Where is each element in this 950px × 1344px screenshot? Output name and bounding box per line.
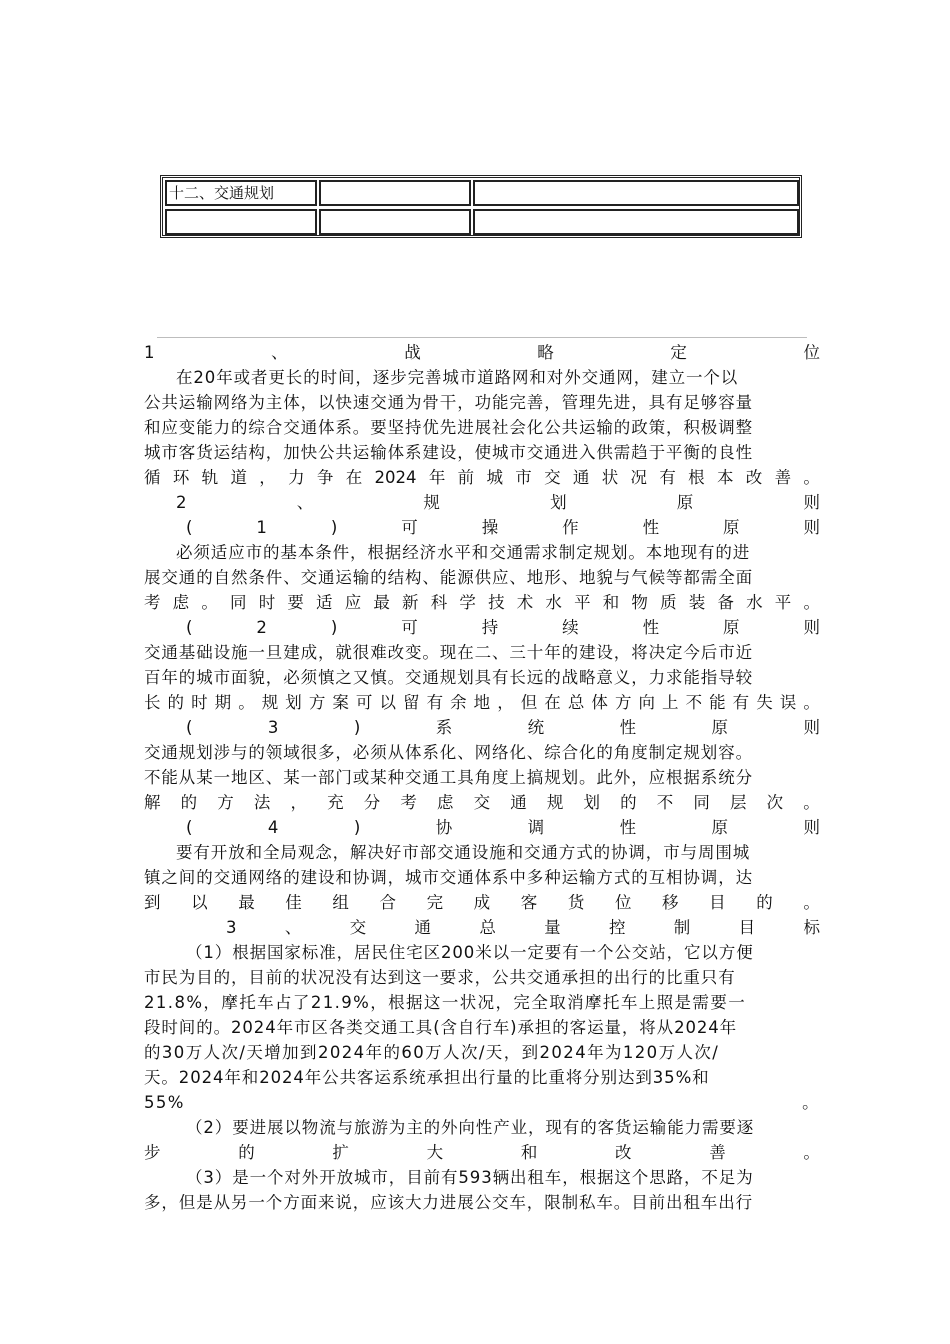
paragraph-line: 交通规划涉与的领域很多，必须从体系化、网络化、综合化的角度制定规划容。: [144, 743, 753, 762]
justified-token: 的: [238, 1143, 255, 1162]
justified-token: ): [330, 618, 338, 637]
justified-token: 最: [373, 593, 390, 612]
justified-token: 能: [709, 693, 726, 712]
justified-token: 物: [631, 593, 648, 612]
justified-token: 作: [562, 518, 579, 537]
chapter-title-cell: 十二、交通规划: [165, 180, 317, 206]
justified-token: 位: [614, 893, 632, 912]
justified-token: 不: [656, 793, 674, 812]
justified-token: 层: [730, 793, 747, 812]
justified-token: 原: [723, 518, 740, 537]
justified-token: 可: [355, 693, 373, 712]
justified-token: 总: [567, 693, 585, 712]
justified-token: 2: [256, 618, 267, 637]
justified-token: 定: [670, 343, 687, 362]
justified-token: 规: [423, 493, 440, 512]
justified-token: (: [186, 718, 193, 737]
paragraph-line: 多，但是从另一个方面来说，应该大力进展公交车，限制私车。目前出租车出行: [144, 1193, 753, 1212]
justified-token: 佳: [285, 893, 302, 912]
justified-token: ，: [259, 468, 276, 487]
paragraph-line: 市民为目的，目前的状况没有达到这一要求，公共交通承担的出行的比重只有: [144, 968, 736, 987]
paragraph-line: 不能从某一地区、某一部门或某种交通工具角度上搞规划。此外，应根据系统分: [144, 768, 753, 787]
section-heading-strategic-positioning: [144, 340, 820, 365]
justified-token: 有: [426, 693, 444, 712]
paragraph-line: 展交通的自然条件、交通运输的结构、能源供应、地形、地貌与气候等都需全面: [144, 568, 753, 587]
justified-token: 适: [316, 593, 333, 612]
justified-token: 。: [201, 593, 218, 612]
justified-token: 充: [327, 793, 344, 812]
justified-token: 的: [620, 793, 637, 812]
justified-token: 2024: [374, 468, 417, 487]
empty-cell: [319, 209, 471, 235]
justified-token: 法: [253, 793, 271, 812]
header-row-1: [163, 180, 799, 208]
justified-token: 合: [379, 893, 396, 912]
justified-token: 通: [572, 468, 590, 487]
justified-token: 交: [349, 918, 367, 937]
justified-token: 虑: [437, 793, 454, 812]
justified-token: 最: [238, 893, 255, 912]
justified-token: 环: [172, 468, 190, 487]
justified-token: 同: [230, 593, 247, 612]
justified-token: 技: [488, 593, 505, 612]
justified-token: 争: [316, 468, 334, 487]
justified-token: 状: [601, 468, 619, 487]
justified-token: 组: [332, 893, 349, 912]
justified-token: 有: [732, 693, 750, 712]
justified-token: 善: [774, 468, 792, 487]
justified-token: 的: [180, 793, 198, 812]
paragraph-line-justified: [144, 690, 820, 715]
empty-cell: [473, 180, 799, 206]
justified-token: 4: [267, 818, 279, 837]
justified-token: 完: [426, 893, 444, 912]
justified-token: 标: [803, 918, 820, 937]
paragraph-line: 的30万人次/天增加到2024年的60万人次/天，到2024年为120万人次/: [144, 1043, 720, 1062]
justified-token: 规: [261, 693, 279, 712]
justified-token: 性: [619, 718, 637, 737]
justified-token: 向: [638, 693, 655, 712]
paragraph-line: 公共运输网络为主体，以快速交通为骨干，功能完善，管理先进，具有足够容量: [144, 393, 753, 412]
justified-token: 上: [662, 693, 679, 712]
justified-token: 根: [688, 468, 705, 487]
justified-token: 2: [176, 493, 187, 512]
justified-token: ): [330, 518, 338, 537]
paragraph-line-justified: [144, 590, 820, 615]
justified-token: 55%: [144, 1093, 185, 1112]
empty-cell: [473, 209, 799, 235]
justified-token: 地: [473, 693, 491, 712]
justified-token: 水: [746, 593, 763, 612]
subheading-sustainability: [144, 615, 820, 640]
justified-token: 操: [481, 518, 499, 537]
justified-token: 但: [520, 693, 538, 712]
justified-token: 性: [619, 818, 637, 837]
justified-token: 方: [217, 793, 234, 812]
justified-token: 大: [426, 1143, 444, 1162]
justified-token: 力: [288, 468, 305, 487]
paragraph-line-justified: [144, 890, 820, 915]
justified-token: 期: [214, 693, 232, 712]
justified-token: 调: [527, 818, 545, 837]
justified-token: 况: [630, 468, 647, 487]
justified-token: 划: [285, 693, 302, 712]
justified-token: 改: [745, 468, 763, 487]
justified-token: 时: [191, 693, 208, 712]
paragraph-line: 必须适应市的基本条件，根据经济水平和交通需求制定规划。本地现有的进: [176, 543, 751, 562]
justified-token: 可: [401, 618, 418, 637]
justified-token: 则: [803, 518, 820, 537]
justified-token: 考: [144, 593, 161, 612]
paragraph-line: 要有开放和全局观念，解决好市部交通设施和交通方式的协调，市与周围城: [176, 843, 751, 862]
paragraph-line: （1）根据国家标准，居民住宅区200米以一定要有一个公交站，它以方便: [186, 943, 754, 962]
justified-token: 到: [144, 893, 161, 912]
paragraph-line: 在20年或者更长的时间，逐步完善城市道路网和对外交通网，建立一个以: [176, 368, 739, 387]
justified-token: 平: [774, 593, 792, 612]
justified-token: 目: [738, 918, 756, 937]
justified-token: 总: [479, 918, 496, 937]
justified-token: 年: [428, 468, 446, 487]
justified-token: 货: [567, 893, 585, 912]
subheading-systematic: [144, 715, 820, 740]
justified-token: 要: [287, 593, 304, 612]
justified-token: 则: [803, 718, 820, 737]
justified-token: 轨: [201, 468, 219, 487]
justified-token: 交: [544, 468, 561, 487]
justified-token: 。: [803, 1143, 820, 1162]
justified-token: 持: [481, 618, 499, 637]
justified-token: 考: [400, 793, 417, 812]
justified-token: 余: [450, 693, 467, 712]
justified-token: 、: [296, 493, 314, 512]
subheading-coordination: [144, 815, 820, 840]
justified-token: 则: [803, 818, 820, 837]
justified-token: 次: [766, 793, 784, 812]
justified-token: 协: [435, 818, 453, 837]
justified-token: 原: [711, 718, 728, 737]
justified-token: 量: [544, 918, 561, 937]
justified-token: 。: [803, 893, 820, 912]
justified-token: 性: [642, 518, 660, 537]
justified-token: 长: [144, 693, 161, 712]
justified-token: 解: [144, 793, 161, 812]
justified-token: 误: [779, 693, 797, 712]
paragraph-line-justified: [144, 1140, 820, 1165]
justified-token: 则: [803, 618, 820, 637]
justified-token: 科: [430, 593, 448, 612]
justified-token: 城: [486, 468, 503, 487]
paragraph-line: 21.8%，摩托车占了21.9%，根据这一状况，完全取消摩托车上照是需要一: [144, 993, 747, 1012]
justified-token: 善: [709, 1143, 726, 1162]
justified-token: 新: [402, 593, 419, 612]
justified-token: 应: [344, 593, 362, 612]
justified-token: 客: [520, 893, 538, 912]
paragraph-line: 城市客货运结构，加快公共运输体系建设，使城市交通进入供需趋于平衡的良性: [144, 443, 753, 462]
paragraph-line: （3）是一个对外开放城市，目前有593辆出租车，根据这个思路，不足为: [186, 1168, 754, 1187]
justified-token: 在: [345, 468, 363, 487]
justified-token: 、: [271, 343, 288, 362]
justified-token: 3: [267, 718, 279, 737]
justified-token: 。: [803, 593, 820, 612]
justified-token: 规: [546, 793, 564, 812]
justified-token: 略: [537, 343, 554, 362]
justified-token: 不: [685, 693, 703, 712]
section-heading-planning-principles: [144, 490, 820, 515]
justified-token: 则: [803, 493, 820, 512]
justified-token: 的: [756, 893, 773, 912]
justified-token: 通: [510, 793, 527, 812]
justified-token: (: [186, 818, 193, 837]
justified-token: 以: [191, 893, 208, 912]
justified-token: ，: [290, 793, 307, 812]
justified-token: 原: [676, 493, 694, 512]
justified-token: 术: [516, 593, 534, 612]
justified-token: 统: [527, 718, 545, 737]
justified-token: 和: [602, 593, 620, 612]
justified-token: 性: [642, 618, 660, 637]
justified-token: 装: [688, 593, 706, 612]
justified-token: 道: [230, 468, 247, 487]
subheading-operability: [144, 515, 820, 540]
paragraph-line-justified: [144, 1090, 820, 1115]
justified-token: 分: [363, 793, 381, 812]
paragraph-line-justified: [144, 790, 820, 815]
justified-token: 系: [435, 718, 453, 737]
justified-token: 失: [756, 693, 773, 712]
justified-token: 、: [284, 918, 302, 937]
justified-token: 案: [332, 693, 349, 712]
justified-token: 交: [473, 793, 491, 812]
justified-token: 时: [258, 593, 276, 612]
empty-cell: [165, 209, 317, 235]
justified-token: 和: [520, 1143, 538, 1162]
header-row-2: [163, 209, 799, 237]
justified-token: 1: [144, 343, 155, 362]
paragraph-line: 和应变能力的综合交通体系。要坚持优先进展社会化公共运输的政策，积极调整: [144, 418, 753, 437]
justified-token: 备: [717, 593, 734, 612]
justified-token: 目: [709, 893, 726, 912]
justified-token: 方: [614, 693, 632, 712]
justified-token: 成: [473, 893, 491, 912]
justified-token: 可: [401, 518, 418, 537]
justified-token: 本: [716, 468, 734, 487]
paragraph-line: （2）要进展以物流与旅游为主的外向性产业，现有的客货运输能力需要逐: [186, 1118, 755, 1137]
justified-token: 同: [693, 793, 710, 812]
justified-token: 划: [583, 793, 600, 812]
justified-token: 移: [662, 893, 679, 912]
justified-token: 在: [544, 693, 561, 712]
justified-token: 3: [226, 918, 237, 937]
justified-token: 学: [459, 593, 476, 612]
justified-token: 控: [608, 918, 626, 937]
justified-token: 原: [711, 818, 728, 837]
justified-token: 1: [256, 518, 267, 537]
justified-token: 的: [167, 693, 185, 712]
justified-token: 循: [144, 468, 161, 487]
paragraph-line: 交通基础设施一旦建成，就很难改变。现在二、三十年的建设，将决定今后市近: [144, 643, 753, 662]
justified-token: (: [186, 518, 193, 537]
justified-token: 方: [308, 693, 326, 712]
justified-token: 位: [803, 343, 820, 362]
document-body: [144, 340, 820, 1215]
justified-token: 。: [238, 693, 255, 712]
justified-token: ): [353, 818, 361, 837]
paragraph-line: 镇之间的交通网络的建设和协调，城市交通体系中多种运输方式的互相协调，达: [144, 868, 753, 887]
paragraph-line: 天。2024年和2024年公共客运系统承担出行量的比重将分别达到35%和: [144, 1068, 710, 1087]
paragraph-line: 百年的城市面貌，必须慎之又慎。交通规划具有长远的战略意义，力求能指导较: [144, 668, 753, 687]
justified-token: 续: [562, 618, 579, 637]
justified-token: 虑: [172, 593, 190, 612]
justified-token: 有: [659, 468, 676, 487]
header-table: [160, 175, 802, 238]
justified-token: 通: [414, 918, 431, 937]
justified-token: 。: [803, 468, 820, 487]
justified-token: 。: [803, 693, 820, 712]
justified-token: 质: [660, 593, 677, 612]
justified-token: 。: [802, 1093, 820, 1112]
justified-token: 市: [515, 468, 532, 487]
justified-token: 平: [574, 593, 591, 612]
justified-token: 步: [144, 1143, 161, 1162]
paragraph-line-justified: [144, 465, 820, 490]
justified-token: 改: [615, 1143, 632, 1162]
empty-cell: [319, 180, 471, 206]
justified-token: ，: [497, 693, 514, 712]
paragraph-line: 段时间的。2024年市区各类交通工具(含自行车)承担的客运量，将从2024年: [144, 1018, 738, 1037]
justified-token: 。: [803, 793, 820, 812]
separator-line: [157, 337, 807, 338]
justified-token: (: [186, 618, 193, 637]
justified-token: 划: [550, 493, 567, 512]
justified-token: 留: [403, 693, 420, 712]
justified-token: ): [353, 718, 361, 737]
justified-token: 前: [457, 468, 475, 487]
justified-token: 原: [723, 618, 740, 637]
justified-token: 扩: [332, 1143, 349, 1162]
justified-token: 以: [379, 693, 396, 712]
justified-token: 制: [673, 918, 691, 937]
justified-token: 体: [591, 693, 608, 712]
justified-token: 水: [545, 593, 562, 612]
section-heading-traffic-targets: [144, 915, 820, 940]
justified-token: 战: [404, 343, 421, 362]
